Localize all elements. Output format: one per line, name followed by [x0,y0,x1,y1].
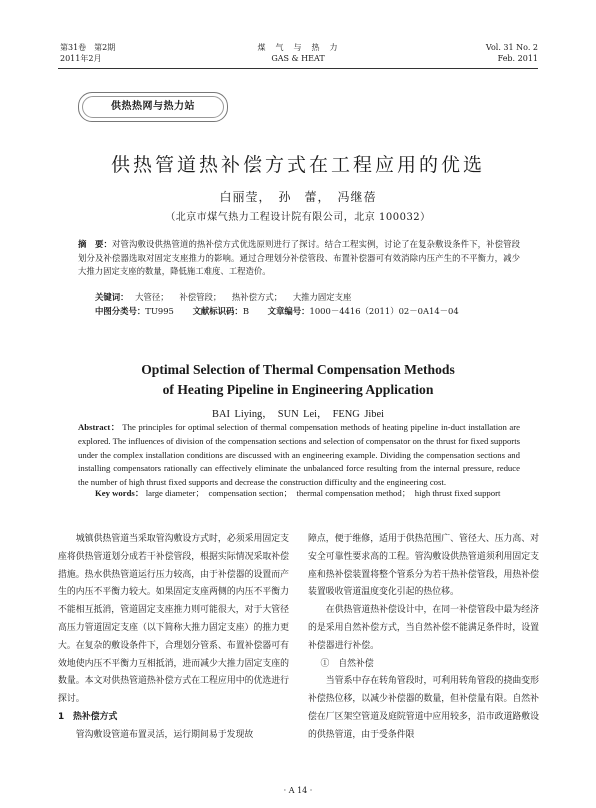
doc-code-label: 文献标识码： [192,306,243,316]
abstract-cn-label: 摘 要： [78,239,113,249]
column-label-box [78,92,228,122]
body-column-right [308,531,539,745]
clc-value: TU995 [145,306,174,316]
article-number-value: 1000－4416（2011）02－0A14－04 [309,306,459,316]
paper-title-en-line2: of Heating Pipeline in Engineering Application [162,382,434,397]
keywords-cn [95,291,359,304]
body-paragraph: 当管系中存在转角管段时，可利用转角管段的挠曲变形补偿热位移，以减少补偿器的数量，但补偿量有限。自然补偿在厂区架空管道及庭院管道中应用较多，沿市政道路敷设的供热管道，由于受条件限 [308,676,539,740]
journal-name-en: GAS & HEAT [271,54,325,63]
keyword-cn: 大管径； [135,292,169,302]
volume-issue: 第31卷 第2期 [60,43,116,52]
volume-issue-en: Vol. 31 No. 2 [485,43,538,52]
paper-title-cn: 供热管道热补偿方式在工程应用的优选 [110,154,485,176]
page-number: · A 14 · [283,786,313,795]
header-rule [58,68,538,69]
body-paragraph: 在供热管道热补偿设计中，在同一补偿管段中最为经济的是采用自然补偿方式，当自然补偿不能满足条件时，设置补偿器进行补偿。 [308,605,539,651]
authors-cn: 白丽莹， 孙 蕾， 冯继蓓 [219,190,377,204]
running-header-right [486,42,538,64]
keyword-cn: 热补偿方式； [231,292,283,302]
affiliation-cn: （北京市煤气热力工程设计院有限公司，北京 100032） [165,212,431,223]
issue-date: 2011年2月 [60,54,102,63]
abstract-en [78,421,520,490]
body-paragraph: 管沟敷设管道布置灵活，运行期间易于发现故 [75,729,254,740]
classification-line [95,305,467,318]
clc-label: 中图分类号： [95,306,146,316]
paper-title-en [0,360,596,400]
column-label: 供热热网与热力站 [82,96,224,118]
abstract-cn-text: 对管沟敷设供热管道的热补偿方式优选原则进行了探讨。结合工程实例，讨论了在复杂敷设条件下，补偿管段划分及补偿器选取对固定支座推力的影响。通过合理划分补偿管段、布置补偿器可有效消除内压产生的不平衡力，减少大推力固定支座的数量，降低施工难度、工程造价。 [78,239,521,276]
keywords-en [78,487,520,501]
authors-en: BAI Liying， SUN Lei， FENG Jibei [212,409,384,420]
body-column-left [58,531,289,745]
doc-code-value: B [242,306,249,316]
abstract-en-label: Abstract： [78,422,120,432]
article-number-label: 文章编号： [267,306,310,316]
journal-name-cn: 煤 气 与 热 力 [257,43,339,52]
keyword-cn: 补偿管段； [179,292,222,302]
keywords-en-label: Key words： [95,488,144,498]
section-heading: 1 热补偿方式 [58,711,118,722]
issue-date-en: Feb. 2011 [497,54,538,63]
body-paragraph: 城镇供热管道当采取管沟敷设方式时，必须采用固定支座将供热管道划分成若干补偿管段，根据实际情况采取补偿措施。热水供热管道运行压力较高，由于补偿器的设置而产生的内压不平衡力较大。如果固定支座两侧的内压不平衡力不能相互抵消，管道固定支座推力则可能很大，对于大管径高压力管道固定支座（以下简称大推力固定支座）的推力更大。在复杂的敷设条件下，合理划分管系、布置补偿器可有效地使内压不平衡力互相抵消，进而减少大推力固定支座的数量。本文对供热管道热补偿方式在工程应用中的优选进行探讨。 [58,534,289,705]
keywords-en-text: large diameter； compensation section； thermal compensation method； high thrust fixed support [145,488,501,498]
abstract-cn [78,238,520,279]
body-paragraph: 障点，便于维修，适用于供热范围广、管径大、压力高、对安全可靠性要求高的工程。管沟敷设供热管道须利用固定支座和热补偿装置将整个管系分为若干热补偿管段，用热补偿装置吸收管道温度变化引起的热位移。 [308,534,539,598]
subsection-heading: ① 自然补偿 [320,658,374,669]
paper-title-en-line1: Optimal Selection of Thermal Compensation Methods [141,362,455,377]
keyword-cn: 大推力固定支座 [292,292,352,302]
keywords-cn-label: 关键词： [95,292,129,302]
abstract-en-text: The principles for optimal selection of thermal compensation methods of heating pipeline in-duct installation are explored. The influences of division of the compensation sections and selection of compensator on the thrust for fixed supports under the complex installation conditions are discussed with an engineering example. Dividing the compensation sections and installing compensators rationally can effectively eliminate the unbalanced force resulting from the internal pressure, reduce the number of high thrust fixed supports and decrease the construction difficulty and the engineering cost. [78,422,520,488]
